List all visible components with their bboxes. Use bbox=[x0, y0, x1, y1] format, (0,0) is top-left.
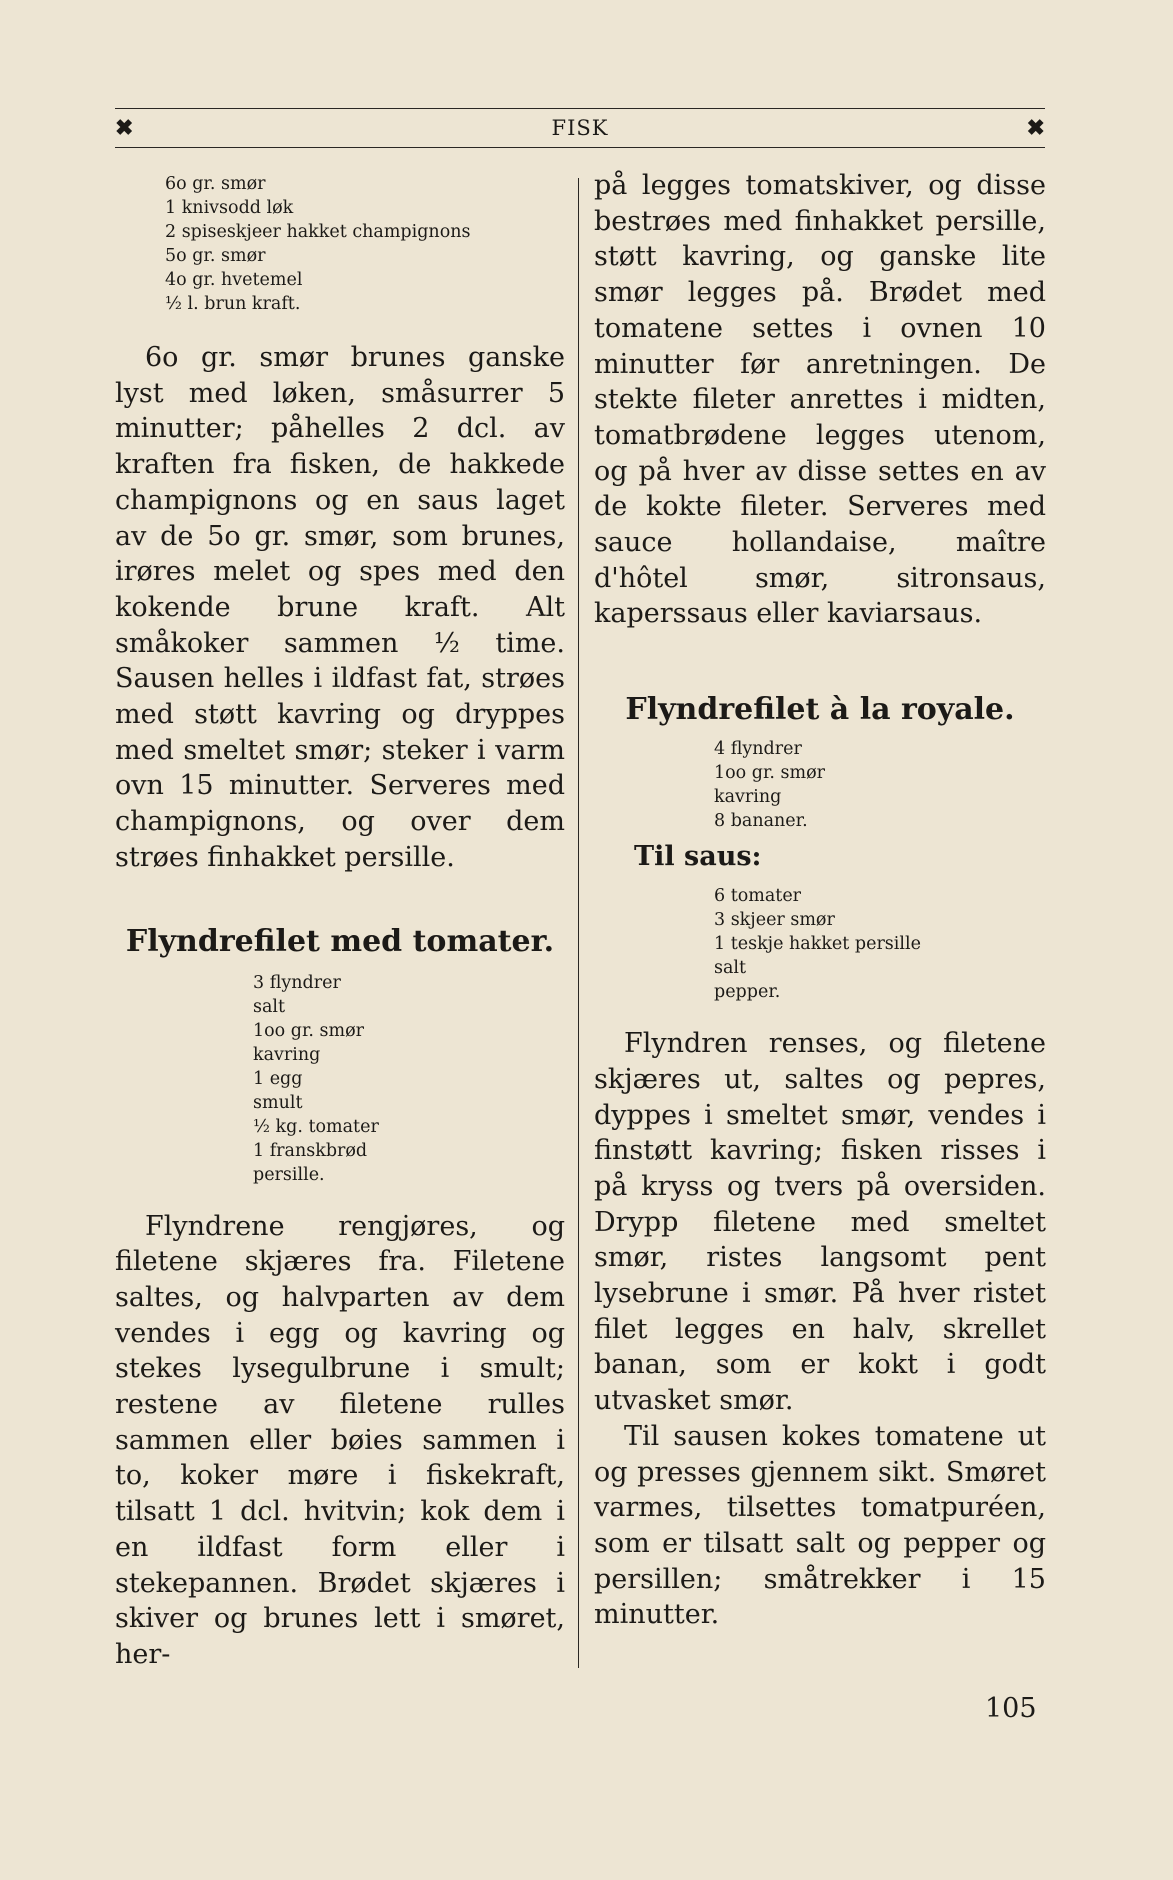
ingredient-item: kavring bbox=[714, 787, 782, 808]
ingredient-item: 6 tomater bbox=[714, 886, 802, 907]
ingredient-item: 1 teskje hakket persille bbox=[714, 934, 921, 955]
ingredient-item: salt bbox=[253, 996, 286, 1017]
left-column bbox=[115, 172, 565, 1673]
ingredient-item: 1 franskbrød bbox=[253, 1140, 368, 1161]
left-ornament-icon: ✖ bbox=[115, 115, 134, 141]
ingredient-item: kavring bbox=[253, 1044, 321, 1065]
sauce-subheading: Til saus: bbox=[634, 841, 762, 873]
ingredient-item: 3 flyndrer bbox=[253, 972, 341, 993]
ingredient-list-4 bbox=[714, 884, 1046, 1004]
recipe-heading: Flyndrefilet med tomater. bbox=[125, 923, 555, 959]
section-title: FISK bbox=[551, 116, 609, 140]
recipe-paragraph: Til sausen kokes tomatene ut og presses gjennem sikt. Smøret varmes, tilsettes tomatpuréen, som er tilsatt salt og pepper og persillen; småtrekker i 15 minutter. bbox=[594, 1420, 1046, 1631]
ingredient-item: 3 skjeer smør bbox=[714, 910, 835, 931]
ingredient-item: 2 spiseskjeer hakket champignons bbox=[165, 222, 471, 242]
right-ornament-icon: ✖ bbox=[1026, 115, 1045, 141]
ingredient-item: 1oo gr. smør bbox=[714, 763, 826, 784]
ingredient-item: pepper. bbox=[714, 982, 781, 1003]
ingredient-item: 1 knivsodd løk bbox=[165, 198, 294, 218]
ingredient-item: 4o gr. hvetemel bbox=[165, 270, 303, 290]
recipe-paragraph: Flyndren renses, og filetene skjæres ut, saltes og pepres, dyppes i smeltet smør, vendes i finstøtt kavring; fisken risses i på kryss og tvers på oversiden. Drypp filetene med smeltet smør, ristes langsomt pent lysebrune i smør. På hver ristet filet legges en halv, skrellet banan, som er kokt i godt utvasket smør. bbox=[594, 1028, 1046, 1417]
ingredient-list-3 bbox=[714, 737, 1046, 833]
running-header bbox=[115, 108, 1045, 148]
recipe-paragraph: 6o gr. smør brunes ganske lyst med løken, småsurrer 5 minutter; påhelles 2 dcl. av kraften fra fisken, de hakkede champignons og en saus laget av de 5o gr. smør, som brunes, irøres melet og spes med den kokende brune kraft. Alt småkoker sammen ½ time. Sausen helles i ildfast fat, strøes med støtt kavring og dryppes med smeltet smør; steker i varm ovn 15 minutter. Serveres med champignons, og over dem strøes finhakket persille. bbox=[115, 342, 565, 873]
ingredient-item: persille. bbox=[253, 1164, 325, 1185]
ingredient-item: 5o gr. smør bbox=[165, 246, 266, 266]
ingredient-list-2 bbox=[253, 971, 565, 1187]
ingredient-item: 8 bananer. bbox=[714, 811, 808, 832]
ingredient-item: ½ kg. tomater bbox=[253, 1116, 379, 1137]
ingredient-list-1 bbox=[165, 172, 565, 316]
ingredient-item: 6o gr. smør bbox=[165, 174, 266, 194]
recipe-paragraph: Flyndrene rengjøres, og filetene skjæres fra. Filetene saltes, og halvparten av dem vendes i egg og kavring og stekes lysegulbrune i smult; restene av filetene rulles sammen eller bøies sammen i to, koker møre i fiskekraft, tilsatt 1 dcl. hvitvin; kok dem i en ildfast form eller i stekepannen. Brødet skjæres i skiver og brunes lett i smøret, her- bbox=[115, 1210, 565, 1670]
ingredient-item: salt bbox=[714, 958, 747, 979]
recipe-paragraph: på legges tomatskiver, og disse bestrøes med finhakket persille, støtt kavring, og ganske lite smør legges på. Brødet med tomatene settes i ovnen 10 minutter før anretningen. De stekte fileter anrettes i midten, tomatbrødene legges utenom, og på hver av disse settes en av de kokte fileter. Serveres med sauce hollandaise, maître d'hôtel smør, sitronsaus, kaperssaus eller kaviarsaus. bbox=[594, 170, 1046, 630]
right-column bbox=[594, 172, 1046, 1633]
page-number: 105 bbox=[985, 1693, 1037, 1724]
ingredient-item: 1 egg bbox=[253, 1068, 303, 1089]
column-divider bbox=[578, 178, 579, 1668]
ingredient-item: smult bbox=[253, 1092, 303, 1113]
ingredient-item: ½ l. brun kraft. bbox=[165, 294, 301, 314]
ingredient-item: 4 flyndrer bbox=[714, 739, 802, 760]
recipe-heading: Flyndrefilet à la royale. bbox=[625, 692, 1015, 728]
ingredient-item: 1oo gr. smør bbox=[253, 1020, 365, 1041]
